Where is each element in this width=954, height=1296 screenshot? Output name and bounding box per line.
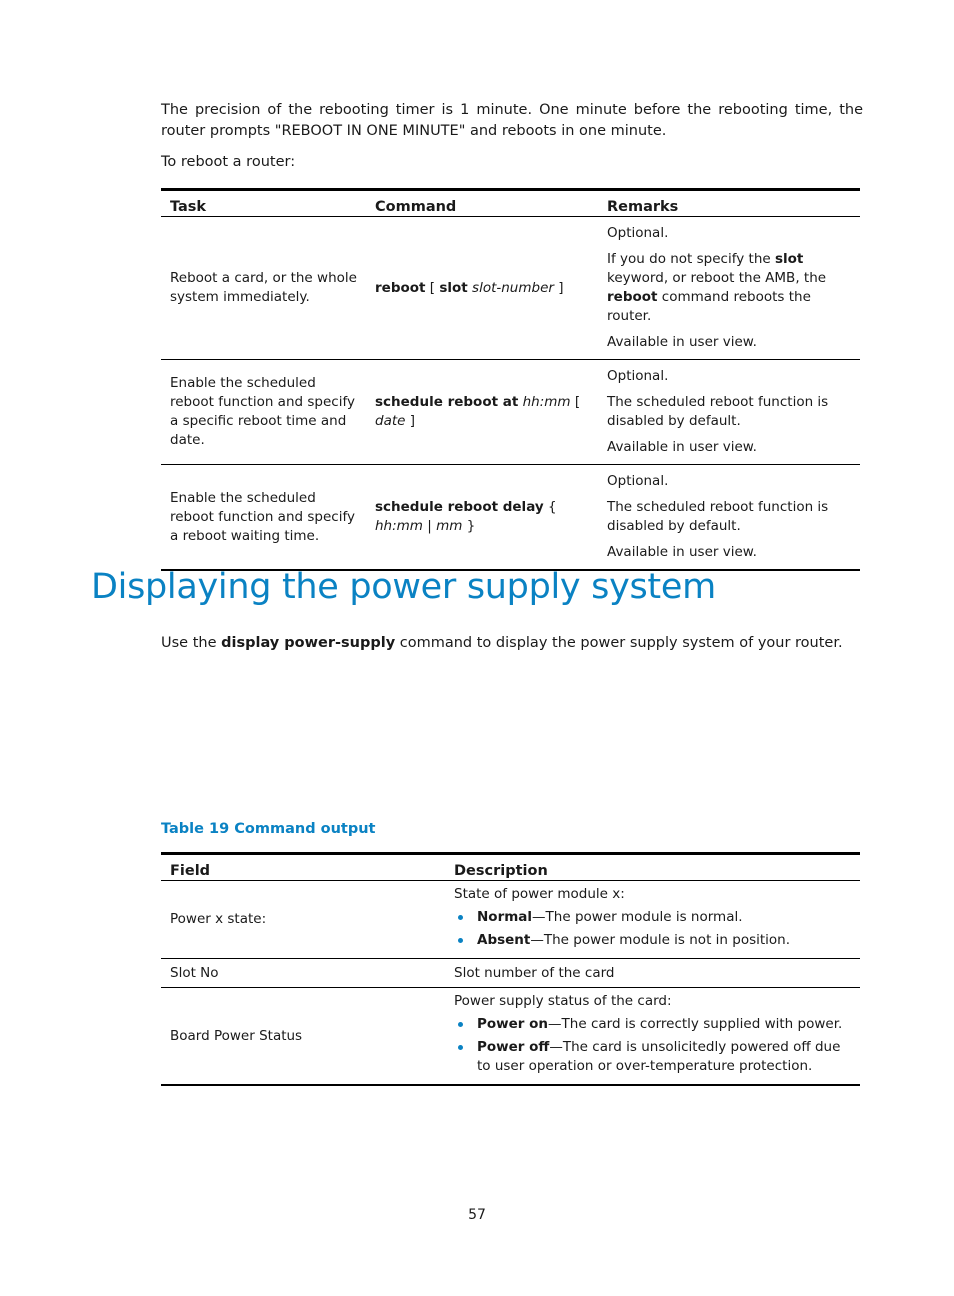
remarks-cell: Optional. The scheduled reboot function is disabled by default. Available in user view. (598, 360, 860, 465)
header-task: Task (161, 190, 366, 217)
description-cell: Power supply status of the card: Power on—The card is correctly supplied with power. Power off—The card is unsolicitedly powered off due to user operation or over-temperature protection. (445, 988, 860, 1086)
list-item: Power on—The card is correctly supplied with power. (477, 1015, 851, 1034)
bullet-list (454, 1015, 851, 1076)
command-cell: schedule reboot delay { hh:mm | mm } (366, 465, 598, 571)
field-cell: Power x state: (161, 881, 445, 959)
description-cell: State of power module x: Normal—The power module is normal. Absent—The power module is not in position. (445, 881, 860, 959)
task-cell: Reboot a card, or the whole system immediately. (161, 217, 366, 360)
table-row (161, 988, 860, 1086)
table-row (161, 959, 860, 988)
header-description: Description (445, 854, 860, 881)
table-row (161, 217, 860, 360)
table-row (161, 881, 860, 959)
table-header-row (161, 190, 860, 217)
command-cell: reboot [ slot slot-number ] (366, 217, 598, 360)
list-item: Normal—The power module is normal. (477, 908, 851, 927)
intro-lead-in: To reboot a router: (161, 154, 296, 170)
task-cell: Enable the scheduled reboot function and specify a reboot waiting time. (161, 465, 366, 571)
intro-paragraph: The precision of the rebooting timer is 1 minute. One minute before the rebooting time, the router prompts "REBOOT IN ONE MINUTE" and reboots in one minute. (161, 102, 863, 139)
description-cell: Slot number of the card (445, 959, 860, 988)
list-item: Power off—The card is unsolicitedly powered off due to user operation or over-temperature protection. (477, 1038, 851, 1076)
header-field: Field (161, 854, 445, 881)
task-cell: Enable the scheduled reboot function and specify a specific reboot time and date. (161, 360, 366, 465)
page-number: 57 (468, 1207, 486, 1223)
table-caption: Table 19 Command output (161, 821, 376, 837)
section-heading: Displaying the power supply system (91, 567, 716, 607)
table-row (161, 360, 860, 465)
command-cell: schedule reboot at hh:mm [ date ] (366, 360, 598, 465)
header-command: Command (366, 190, 598, 217)
field-cell: Slot No (161, 959, 445, 988)
remarks-cell: Optional. The scheduled reboot function is disabled by default. Available in user view. (598, 465, 860, 571)
section-paragraph: Use the display power-supply command to display the power supply system of your router. (161, 635, 843, 651)
bullet-list (454, 908, 851, 950)
field-cell: Board Power Status (161, 988, 445, 1086)
remarks-cell: Optional. If you do not specify the slot keyword, or reboot the AMB, the reboot command reboots the router. Available in user view. (598, 217, 860, 360)
list-item: Absent—The power module is not in position. (477, 931, 851, 950)
table-row (161, 465, 860, 571)
table-header-row (161, 854, 860, 881)
header-remarks: Remarks (598, 190, 860, 217)
output-table (161, 852, 860, 1086)
reboot-table (161, 188, 860, 571)
